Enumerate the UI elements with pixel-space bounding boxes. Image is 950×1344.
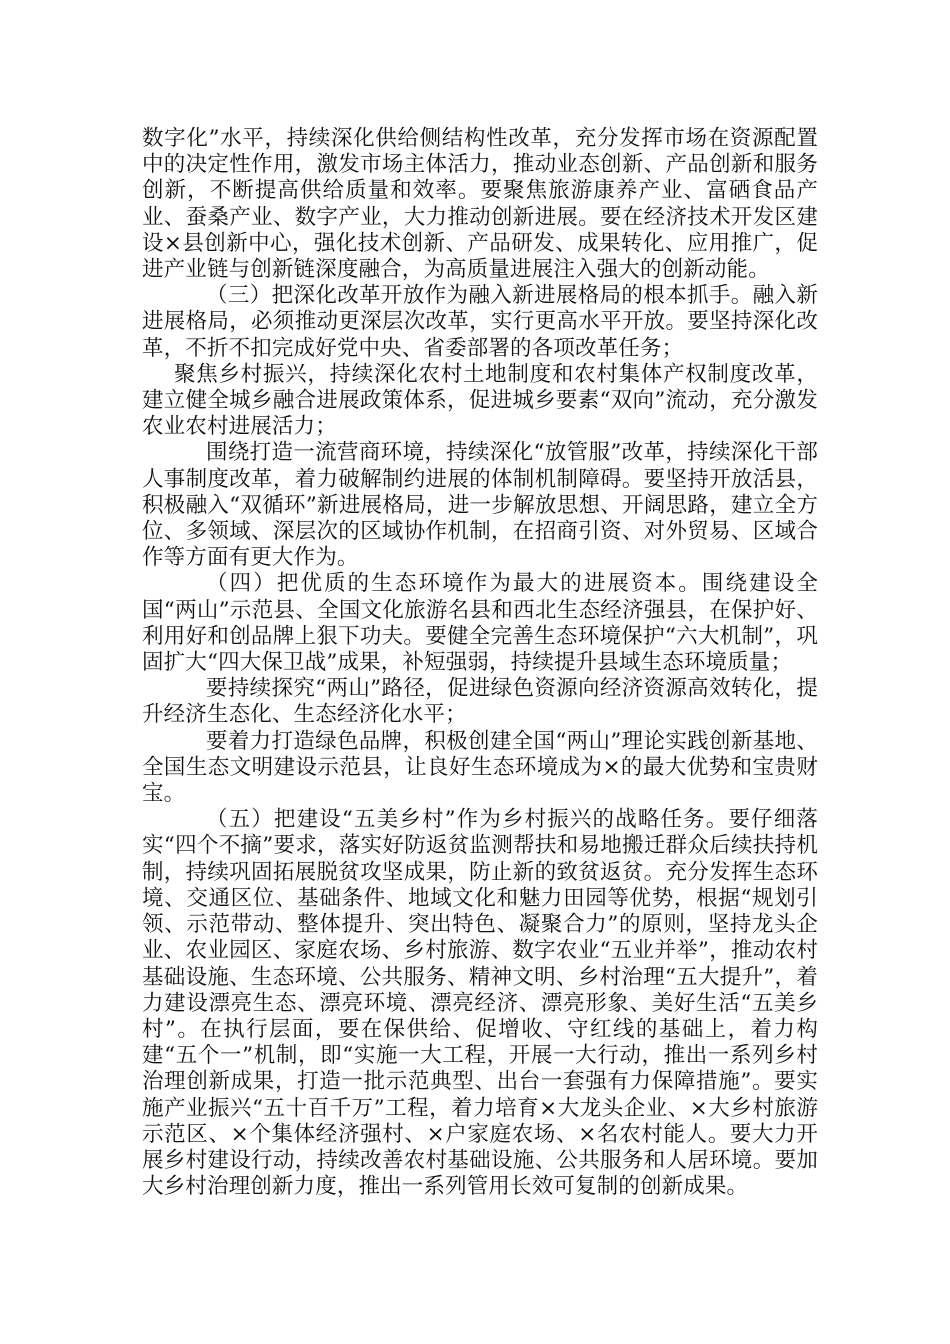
paragraph-section-3-rural: 聚焦乡村振兴，持续深化农村土地制度和农村集体产权制度改革，建立健全城乡融合进展政策体系，促进城乡要素“双向”流动，充分激发农业农村进展活力；	[142, 361, 818, 440]
paragraph-section-4-brand: 要着力打造绿色品牌，积极创建全国“两山”理论实践创新基地、全国生态文明建设示范县，让良好生态环境成为×的最大优势和宝贵财宝。	[142, 728, 818, 807]
document-page	[142, 126, 818, 1200]
paragraph-continuation: 数字化”水平，持续深化供给侧结构性改革，充分发挥市场在资源配置中的决定性作用，激发市场主体活力，推动业态创新、产品创新和服务创新，不断提高供给质量和效率。要聚焦旅游康养产业、富硒食品产业、蚕桑产业、数字产业，大力推动创新进展。要在经济技术开发区建设×县创新中心，强化技术创新、产品研发、成果转化、应用推广，促进产业链与创新链深度融合，为高质量进展注入强大的创新动能。	[142, 126, 818, 283]
paragraph-section-5: （五）把建设“五美乡村”作为乡村振兴的战略任务。要仔细落实“四个不摘”要求，落实好防返贫监测帮扶和易地搬迁群众后续扶持机制，持续巩固拓展脱贫攻坚成果，防止新的致贫返贫。充分发挥生态环境、交通区位、基础条件、地域文化和魅力田园等优势，根据“规划引领、示范带动、整体提升、突出特色、凝聚合力”的原则，坚持龙头企业、农业园区、家庭农场、乡村旅游、数字农业“五业并举”，推动农村基础设施、生态环境、公共服务、精神文明、乡村治理“五大提升”，着力建设漂亮生态、漂亮环境、漂亮经济、漂亮形象、美好生活“五美乡村”。在执行层面，要在保供给、促增收、守红线的基础上，着力构建“五个一”机制，即“实施一大工程，开展一大行动，推出一系列乡村治理创新成果，打造一批示范典型、出台一套强有力保障措施”。要实施产业振兴“五十百千万”工程，着力培育×大龙头企业、×大乡村旅游示范区、×个集体经济强村、×户家庭农场、×名农村能人。要大力开展乡村建设行动，持续改善农村基础设施、公共服务和人居环境。要加大乡村治理创新力度，推出一系列管用长效可复制的创新成果。	[142, 807, 818, 1200]
paragraph-section-3: （三）把深化改革开放作为融入新进展格局的根本抓手。融入新进展格局，必须推动更深层次改革，实行更高水平开放。要坚持深化改革，不折不扣完成好党中央、省委部署的各项改革任务；	[142, 283, 818, 361]
paragraph-section-4: （四）把优质的生态环境作为最大的进展资本。围绕建设全国“两山”示范县、全国文化旅游名县和西北生态经济强县，在保护好、利用好和创品牌上狠下功夫。要健全完善生态环境保护“六大机制”，巩固扩大“四大保卫战”成果，补短强弱，持续提升县域生态环境质量；	[142, 571, 818, 676]
paragraph-section-4-path: 要持续探究“两山”路径，促进绿色资源向经济资源高效转化，提升经济生态化、生态经济化水平；	[142, 676, 818, 728]
paragraph-section-3-business: 围绕打造一流营商环境，持续深化“放管服”改革，持续深化干部人事制度改革，着力破解制约进展的体制机制障碍。要坚持开放活县，积极融入“双循环”新进展格局，进一步解放思想、开阔思路，建立全方位、多领域、深层次的区域协作机制，在招商引资、对外贸易、区域合作等方面有更大作为。	[142, 440, 818, 571]
